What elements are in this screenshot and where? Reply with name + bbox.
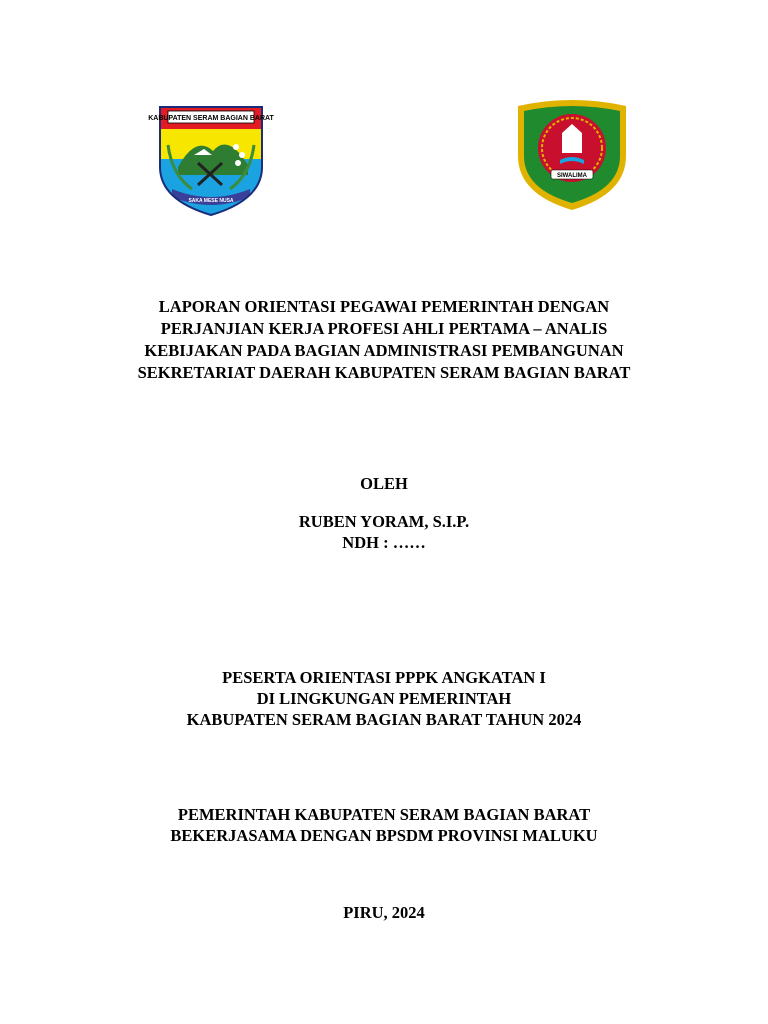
by-label: OLEH (360, 474, 408, 493)
place-year: PIRU, 2024 (343, 903, 425, 922)
report-title-line-3: KEBIJAKAN PADA BAGIAN ADMINISTRASI PEMBANGUNAN (144, 341, 624, 360)
participant-line-2: DI LINGKUNGAN PEMERINTAH (256, 689, 512, 708)
author-name: RUBEN YORAM, S.I.P. (298, 512, 470, 531)
institution-line-1: PEMERINTAH KABUPATEN SERAM BAGIAN BARAT (177, 805, 591, 824)
participant-line-1: PESERTA ORIENTASI PPPK ANGKATAN I (222, 668, 546, 687)
author-ndh: NDH : …… (342, 533, 426, 552)
institution-line-2: BEKERJASAMA DENGAN BPSDM PROVINSI MALUKU (170, 826, 598, 845)
right-logo-ribbon-text: SIWALIMA (557, 173, 587, 179)
report-title-line-2: PERJANJIAN KERJA PROFESI AHLI PERTAMA – ANALIS (160, 319, 608, 338)
seram-bagian-barat-logo (148, 105, 274, 217)
maluku-province-logo (515, 98, 629, 212)
left-logo-motto-text: SAKA MESE NUSA (188, 198, 234, 204)
report-title-line-1: LAPORAN ORIENTASI PEGAWAI PEMERINTAH DENGAN (158, 297, 610, 316)
participant-line-3: KABUPATEN SERAM BAGIAN BARAT TAHUN 2024 (186, 710, 582, 729)
report-title-line-4: SEKRETARIAT DAERAH KABUPATEN SERAM BAGIAN BARAT (137, 363, 631, 382)
left-logo-banner-text: KABUPATEN SERAM BAGIAN BARAT (148, 115, 274, 122)
